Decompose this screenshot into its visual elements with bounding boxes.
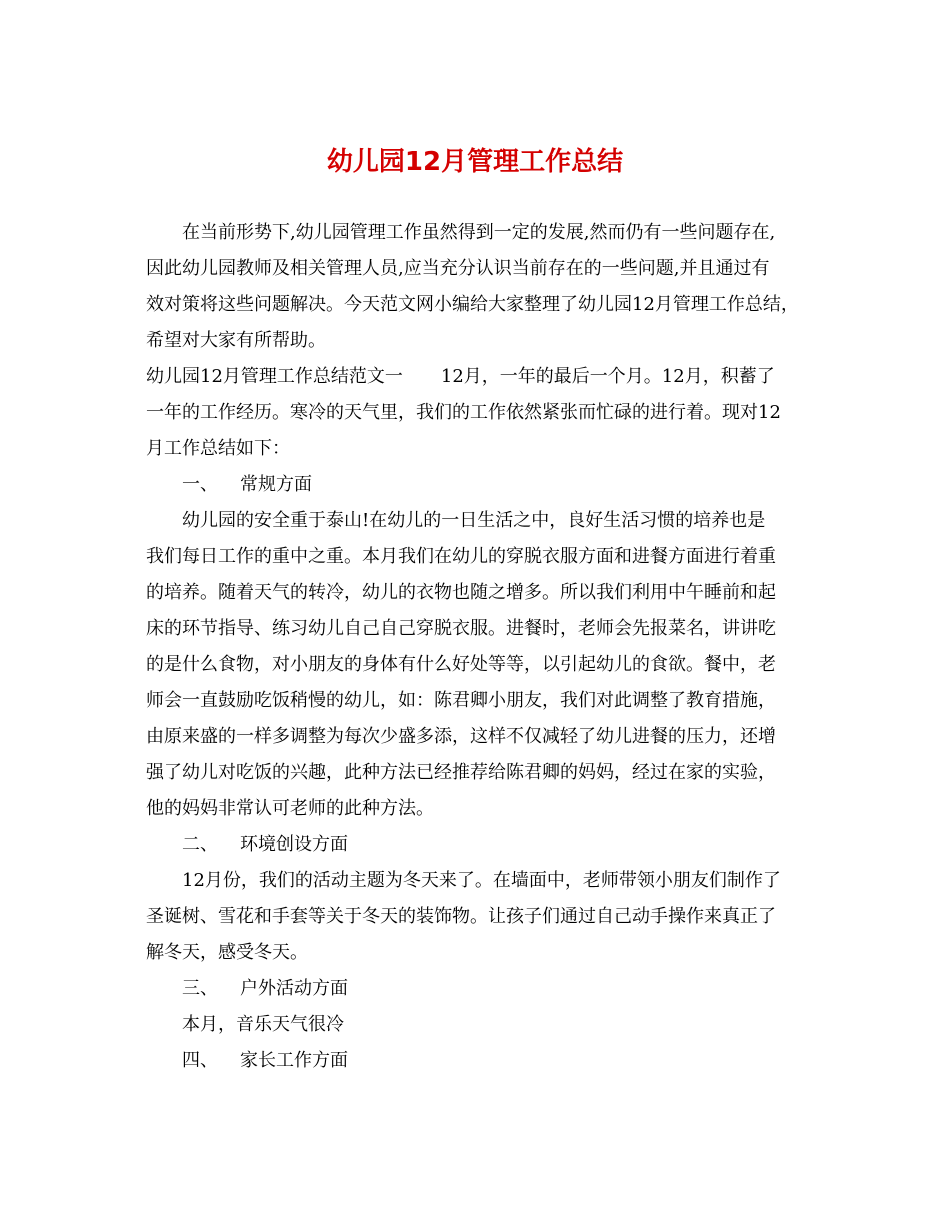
section-number: 三、 <box>182 978 218 999</box>
document-title: 幼儿园12月管理工作总结 <box>326 147 624 177</box>
section-title: 常规方面 <box>240 474 312 495</box>
paragraph-line: 一年的工作经历。寒冷的天气里，我们的工作依然紧张而忙碌的进行着。现对12 <box>146 402 781 423</box>
paragraph-line: 他的妈妈非常认可老师的此种方法。 <box>146 798 434 819</box>
paragraph-line: 在当前形势下,幼儿园管理工作虽然得到一定的发展,然而仍有一些问题存在, <box>182 222 776 243</box>
paragraph-line: 强了幼儿对吃饭的兴趣，此种方法已经推荐给陈君卿的妈妈，经过在家的实验， <box>146 762 776 783</box>
section-number: 二、 <box>182 834 218 855</box>
paragraph-line: 的培养。随着天气的转冷，幼儿的衣物也随之增多。所以我们利用中午睡前和起 <box>146 582 776 603</box>
paragraph-line: 幼儿园的安全重于泰山!在幼儿的一日生活之中，良好生活习惯的培养也是 <box>182 510 766 531</box>
paragraph-line: 因此幼儿园教师及相关管理人员,应当充分认识当前存在的一些问题,并且通过有 <box>146 258 770 279</box>
paragraph-line: 12月份，我们的活动主题为冬天来了。在墙面中，老师带领小朋友们制作了 <box>182 870 781 891</box>
section-number: 一、 <box>182 474 218 495</box>
section-number: 四、 <box>182 1050 218 1071</box>
paragraph-text: 12月，一年的最后一个月。12月，积蓄了 <box>440 366 775 387</box>
section-title: 环境创设方面 <box>240 834 348 855</box>
section-heading <box>182 1050 862 1072</box>
paragraph-line: 解冬天，感受冬天。 <box>146 942 308 963</box>
paragraph-line: 师会一直鼓励吃饭稍慢的幼儿，如：陈君卿小朋友，我们对此调整了教育措施， <box>146 690 776 711</box>
paragraph-line: 效对策将这些问题解决。今天范文网小编给大家整理了幼儿园12月管理工作总结， <box>146 294 799 315</box>
paragraph-line: 本月，音乐天气很冷 <box>182 1014 344 1035</box>
paragraph-line: 我们每日工作的重中之重。本月我们在幼儿的穿脱衣服方面和进餐方面进行着重 <box>146 546 776 567</box>
section-heading <box>182 834 862 856</box>
paragraph-line: 圣诞树、雪花和手套等关于冬天的装饰物。让孩子们通过自己动手操作来真正了 <box>146 906 776 927</box>
section-title: 家长工作方面 <box>240 1050 348 1071</box>
section-heading <box>182 474 862 496</box>
paragraph-line: 由原来盛的一样多调整为每次少盛多添，这样不仅减轻了幼儿进餐的压力，还增 <box>146 726 776 747</box>
example-label: 幼儿园12月管理工作总结范文一 <box>146 366 403 387</box>
paragraph-line: 月工作总结如下： <box>146 438 290 459</box>
section-title: 户外活动方面 <box>240 978 348 999</box>
example-line <box>146 366 826 388</box>
paragraph-line: 的是什么食物，对小朋友的身体有什么好处等等，以引起幼儿的食欲。餐中，老 <box>146 654 776 675</box>
section-heading <box>182 978 862 1000</box>
paragraph-line: 希望对大家有所帮助。 <box>146 330 326 351</box>
paragraph-line: 床的环节指导、练习幼儿自己自己穿脱衣服。进餐时，老师会先报菜名，讲讲吃 <box>146 618 776 639</box>
